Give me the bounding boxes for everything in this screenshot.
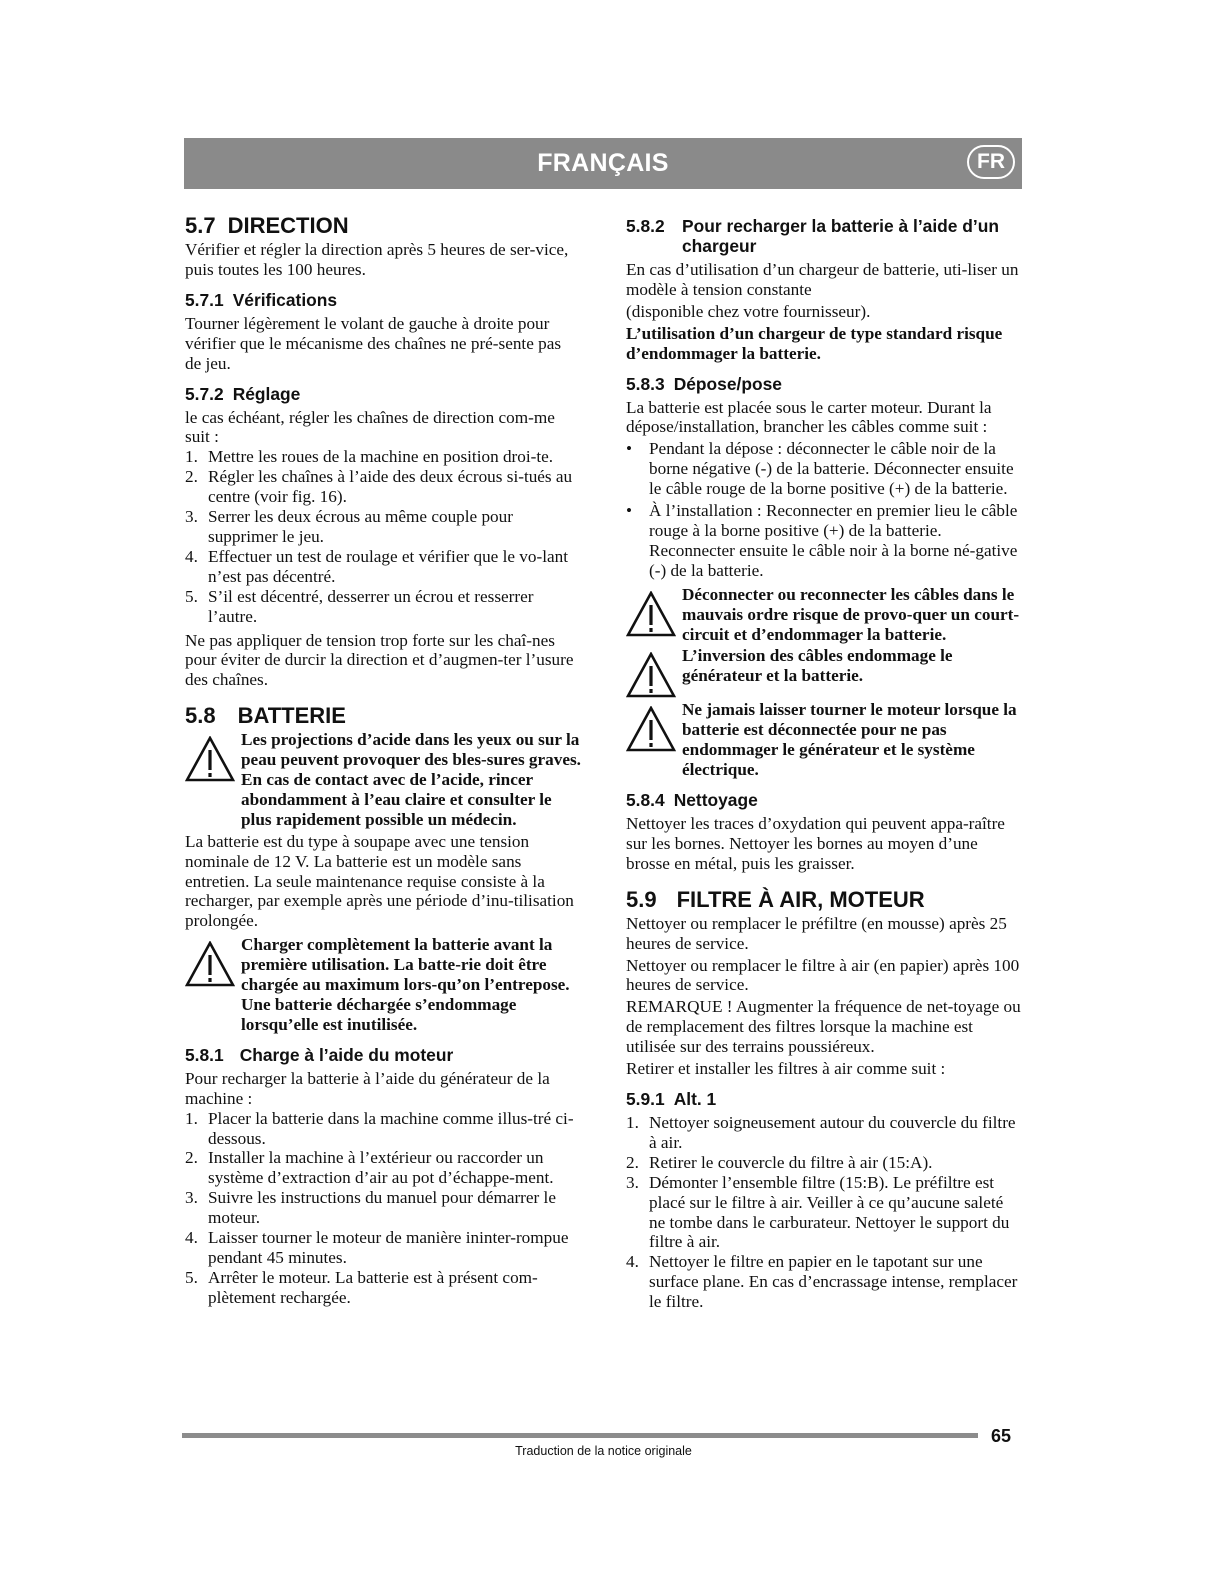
footer-divider: [182, 1433, 978, 1438]
list-text: Retirer le couvercle du filtre à air (15:A).: [649, 1152, 933, 1172]
footer-note: Traduction de la notice originale: [515, 1444, 692, 1458]
section-title: BATTERIE: [237, 703, 346, 729]
subsection-number: 5.8.3: [626, 373, 665, 394]
bullet-list: [626, 439, 1022, 580]
paragraph: Nettoyer ou remplacer le préfiltre (en mousse) après 25 heures de service.: [626, 913, 1007, 953]
paragraph: En cas d’utilisation d’un chargeur de batterie, uti-liser un modèle à tension constante: [626, 260, 1019, 299]
steps-list: [185, 1109, 581, 1308]
banner-title: FRANÇAIS: [537, 149, 669, 177]
subsection-heading-5-7-1: [185, 290, 581, 310]
list-text: S’il est décentré, desserrer un écrou et resserrer l’autre.: [208, 586, 534, 626]
paragraph: Vérifier et régler la direction après 5 heures de ser-vice, puis toutes les 100 heures.: [185, 240, 569, 279]
bullet-marker: •: [626, 501, 633, 521]
warning-triangle-icon: [626, 585, 682, 645]
list-marker: 5.: [185, 586, 198, 606]
paragraph: Nettoyer les traces d’oxydation qui peuvent appa-raître sur les bornes. Nettoyer les bornes au moyen d’une brosse en métal, puis les graisser.: [626, 814, 1005, 873]
language-badge: FR: [967, 145, 1015, 179]
steps-list: [185, 447, 581, 626]
warning-text: L’inversion des câbles endommage le générateur et la batterie.: [682, 646, 953, 686]
list-marker: 2.: [626, 1152, 639, 1172]
list-item: [185, 1188, 581, 1228]
list-marker: 5.: [185, 1267, 198, 1287]
paragraph: (disponible chez votre fournisseur).: [626, 301, 871, 321]
warning-text: Déconnecter ou reconnecter les câbles dans le mauvais ordre risque de provo-quer un court-circuit et d’endommager la batterie.: [682, 584, 1020, 644]
list-marker: 4.: [185, 1228, 198, 1248]
list-text: Arrêter le moteur. La batterie est à présent com-plètement rechargée.: [208, 1267, 538, 1307]
warning-block: [626, 700, 1022, 780]
section-number: 5.7: [185, 213, 216, 238]
list-marker: 1.: [626, 1113, 639, 1132]
list-marker: 1.: [185, 447, 198, 467]
subsection-number: 5.8.4: [626, 790, 665, 811]
list-item: [626, 1252, 1022, 1312]
subsection-heading-5-8-2: [626, 216, 1022, 256]
list-text: Laisser tourner le moteur de manière ininter-rompue pendant 45 minutes.: [208, 1228, 569, 1267]
warning-text: Ne jamais laisser tourner le moteur lorsque la batterie est déconnectée pour ne pas endommager le générateur et le système électrique.: [682, 700, 1017, 780]
subsection-heading-5-7-2: [185, 384, 581, 404]
list-item: [626, 1173, 1022, 1253]
list-text: Nettoyer soigneusement autour du couvercle du filtre à air.: [649, 1113, 1016, 1152]
list-text: Placer la batterie dans la machine comme illus-tré ci-dessous.: [208, 1108, 574, 1148]
subsection-title: Nettoyage: [673, 790, 758, 811]
subsection-number: 5.7.1: [185, 289, 224, 310]
list-item: [185, 507, 581, 547]
subsection-title: Alt. 1: [673, 1089, 717, 1109]
list-text: Suivre les instructions du manuel pour démarrer le moteur.: [208, 1188, 556, 1228]
paragraph: le cas échéant, régler les chaînes de direction com-me suit :: [185, 407, 555, 447]
warning-triangle-icon: [626, 646, 682, 698]
list-item: [185, 1148, 581, 1188]
list-item: [185, 1268, 581, 1308]
list-item: [185, 447, 581, 467]
warning-block: [626, 585, 1022, 645]
section-heading-5-9: [626, 888, 1022, 912]
list-text: Régler les chaînes à l’aide des deux écrous si-tués au centre (voir fig. 16).: [208, 467, 573, 507]
section-title: DIRECTION: [227, 213, 349, 238]
list-text: À l’installation : Reconnecter en premier lieu le câble rouge à la borne positive (+) de la batterie. Reconnecter ensuite le câble noir à la borne né-gative (-) de la batterie.: [649, 501, 1018, 580]
list-marker: 3.: [185, 1188, 198, 1208]
list-text: Serrer les deux écrous au même couple pour supprimer le jeu.: [208, 507, 513, 546]
bold-paragraph: L’utilisation d’un chargeur de type standard risque d’endommager la batterie.: [626, 323, 1003, 363]
language-banner: [184, 138, 1022, 189]
list-text: Nettoyer le filtre en papier en le tapotant sur une surface plane. En cas d’encrassage intense, remplacer le filtre.: [649, 1252, 1018, 1312]
subsection-title: Dépose/pose: [673, 373, 782, 394]
list-marker: 3.: [185, 507, 198, 527]
subsection-title: Réglage: [232, 383, 301, 404]
section-heading-5-8: [185, 704, 581, 728]
paragraph: REMARQUE ! Augmenter la fréquence de net-toyage ou de remplacement des filtres lorsque la machine est utilisée sur des terrains poussiéreux.: [626, 997, 1021, 1057]
bullet-marker: •: [626, 439, 633, 459]
list-marker: 1.: [185, 1108, 198, 1128]
subsection-heading-5-8-3: [626, 374, 1022, 394]
paragraph: Nettoyer ou remplacer le filtre à air (en papier) après 100 heures de service.: [626, 955, 1020, 995]
section-heading-5-7: [185, 214, 581, 238]
warning-block: [626, 646, 1022, 698]
list-item: [185, 547, 581, 587]
paragraph: Pour recharger la batterie à l’aide du générateur de la machine :: [185, 1068, 550, 1108]
paragraph: Retirer et installer les filtres à air comme suit :: [626, 1059, 946, 1079]
subsection-title: Pour recharger la batterie à l’aide d’un chargeur: [682, 216, 999, 256]
list-text: Effectuer un test de roulage et vérifier que le vo-lant n’est pas décentré.: [208, 546, 568, 586]
warning-text: Charger complètement la batterie avant la première utilisation. La batte-rie doit être chargée au maximum lors-qu’on l’entrepose. Une batterie déchargée s’endommage lorsqu’elle est inutilisée.: [241, 935, 570, 1034]
warning-triangle-icon: [185, 935, 241, 1035]
warning-triangle-icon: [626, 700, 682, 780]
subsection-number: 5.8.2: [626, 216, 665, 236]
list-text: Mettre les roues de la machine en position droi-te.: [208, 447, 554, 467]
list-item: [185, 587, 581, 627]
left-column: [185, 210, 581, 1312]
list-text: Installer la machine à l’extérieur ou raccorder un système d’extraction d’air au pot d’échappe-ment.: [208, 1148, 554, 1188]
list-marker: 4.: [185, 546, 198, 566]
list-item: [626, 1113, 1022, 1153]
subsection-number: 5.7.2: [185, 383, 224, 404]
steps-list: [626, 1113, 1022, 1312]
list-marker: 2.: [185, 1148, 198, 1168]
section-number: 5.9: [626, 886, 657, 912]
subsection-heading-5-8-1: [185, 1045, 581, 1065]
paragraph: Ne pas appliquer de tension trop forte sur les chaî-nes pour éviter de durcir la direction et d’augmen-ter l’usure des chaînes.: [185, 630, 574, 690]
list-item: [185, 467, 581, 507]
list-text: Démonter l’ensemble filtre (15:B). Le préfiltre est placé sur le filtre à air. Veiller à ce qu’aucune saleté ne tombe dans le carburateur. Nettoyer le support du filtre à air.: [649, 1172, 1010, 1252]
list-item: [626, 1153, 1022, 1173]
warning-text: Les projections d’acide dans les yeux ou sur la peau peuvent provoquer des bles-sures graves. En cas de contact avec de l’acide, rincer abondamment à l’eau claire et consulter le plus rapidement possible un médecin.: [241, 730, 581, 829]
page-number: 65: [991, 1426, 1012, 1446]
list-marker: 2.: [185, 467, 198, 487]
list-item: [626, 501, 1022, 581]
list-item: [185, 1228, 581, 1268]
warning-triangle-icon: [185, 730, 241, 830]
subsection-heading-5-9-1: [626, 1089, 1022, 1109]
warning-block: [185, 935, 581, 1035]
paragraph: La batterie est du type à soupape avec une tension nominale de 12 V. La batterie est un modèle sans entretien. La seule maintenance requise consiste à la recharger, par exemple après une période d’inu-tilisation prolongée.: [185, 831, 574, 931]
section-title: FILTRE À AIR, MOTEUR: [676, 886, 925, 912]
subsection-heading-5-8-4: [626, 790, 1022, 810]
right-column: [626, 210, 1022, 1316]
subsection-number: 5.8.1: [185, 1044, 224, 1065]
subsection-title: Charge à l’aide du moteur: [239, 1044, 454, 1065]
warning-block: [185, 730, 581, 830]
list-marker: 3.: [626, 1172, 639, 1192]
list-marker: 4.: [626, 1252, 639, 1272]
paragraph: La batterie est placée sous le carter moteur. Durant la dépose/installation, brancher les câbles comme suit :: [626, 397, 992, 437]
list-item: [626, 439, 1022, 499]
subsection-title: Vérifications: [232, 289, 338, 310]
subsection-number: 5.9.1: [626, 1089, 665, 1109]
paragraph: Tourner légèrement le volant de gauche à droite pour vérifier que le mécanisme des chaînes ne pré-sente pas de jeu.: [185, 313, 562, 373]
section-number: 5.8: [185, 703, 216, 729]
list-item: [185, 1109, 581, 1149]
list-text: Pendant la dépose : déconnecter le câble noir de la borne négative (-) de la batterie. Déconnecter ensuite le câble rouge de la borne positive (+) de la batterie.: [649, 439, 1014, 499]
